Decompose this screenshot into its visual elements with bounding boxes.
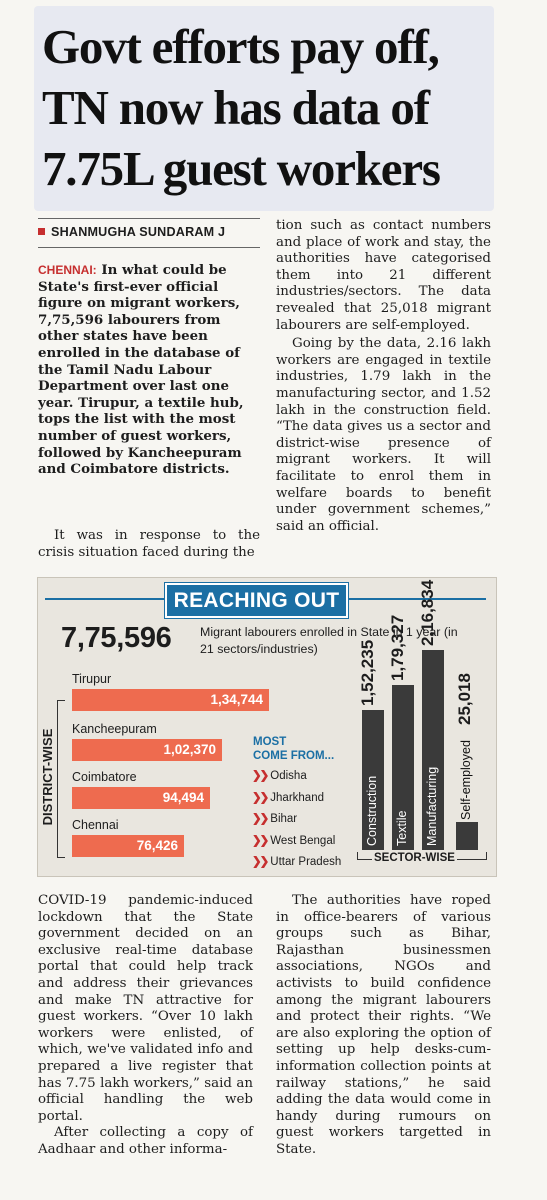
column-2-paragraph-1: tion such as contact numbers and place of work and stay, the authorities have categorised them into 21 different industries/sectors. The data revealed that 25,018 migrant labourers are self-employed. <box>276 218 491 333</box>
lead-paragraph <box>38 262 260 478</box>
dateline: CHENNAI: <box>38 263 97 277</box>
district-name: Coimbatore <box>72 770 137 784</box>
district-name: Chennai <box>72 818 119 832</box>
district-name: Kancheepuram <box>72 722 157 736</box>
sector-value: 1,52,235 <box>358 639 377 706</box>
bottom-column-1-paragraph-1: COVID-19 pandemic-induced lockdown that the State government decided on an exclusive real-time database portal that could help track and address their grievances and make TN attractive for guest workers. “Over 10 lakh workers were enlisted, of which, we've validated info and prepared a live register that has 7.75 lakh workers,” said an official handling the web portal. <box>38 893 253 1124</box>
column-2-text <box>276 218 491 535</box>
total-figure: 7,75,596 <box>61 622 172 654</box>
title-rule-left <box>45 598 165 600</box>
bottom-column-1-paragraph-2: After collecting a copy of Aadhaar and other informa- <box>38 1125 253 1157</box>
state-item <box>252 790 324 804</box>
sector-bracket-left <box>357 852 358 860</box>
district-bar: 1,34,744 <box>72 689 269 711</box>
sector-wise-label: SECTOR-WISE <box>374 852 455 864</box>
state-name: Uttar Pradesh <box>270 856 342 868</box>
most-come-from-heading <box>253 735 334 763</box>
sector-name: Self-employed <box>459 740 473 820</box>
bottom-column-1 <box>38 893 253 1159</box>
headline-line-2: TN now has data of <box>42 80 429 135</box>
double-chevron-icon: ❯❯ <box>252 856 268 868</box>
state-name: Odisha <box>270 770 307 782</box>
lead-text: In what could be State's first-ever official figure on migrant workers, 7,75,596 labourers from other states have been enrolled in the database of the Tamil Nadu Labour Department over last one year. Tirupur, a textile hub, tops the list with the most number of guest workers, followed by Kancheepuram and Coimbatore districts. <box>38 262 244 478</box>
column-2-paragraph-2: Going by the data, 2.16 lakh workers are engaged in textile industries, 1.79 lakh in the manufacturing sector, and 1.52 lakh in the construction field. “The data gives us a sector and district-wise presence of migrant workers. It will facilitate to enrol them in welfare boards to benefit under government schemes,” said an official. <box>276 336 491 534</box>
district-name: Tirupur <box>72 672 112 686</box>
state-item <box>252 854 341 868</box>
column-1-text <box>38 528 260 561</box>
sector-name: Manufacturing <box>425 766 439 846</box>
double-chevron-icon: ❯❯ <box>252 834 268 847</box>
district-bar: 1,02,370 <box>72 739 222 761</box>
double-chevron-icon: ❯❯ <box>252 770 268 782</box>
sector-value: 1,79,327 <box>388 614 407 681</box>
headline-line-1: Govt efforts pay off, <box>42 19 439 74</box>
district-bar: 76,426 <box>72 835 184 857</box>
sector-bar <box>456 822 478 850</box>
state-item <box>252 768 307 782</box>
headline-line-3: 7.75L guest workers <box>42 141 440 196</box>
column-1-paragraph: It was in response to the crisis situation faced during the <box>38 528 260 560</box>
double-chevron-icon: ❯❯ <box>252 813 268 825</box>
most-line-1: MOST <box>253 736 287 748</box>
byline <box>38 225 225 239</box>
double-chevron-icon: ❯❯ <box>252 791 268 804</box>
byline-marker-icon <box>38 228 45 235</box>
total-description: Migrant labourers enrolled in State in 1 year (in 21 sectors/industries) <box>200 625 458 656</box>
state-name: Bihar <box>270 813 298 825</box>
byline-rule-bottom <box>38 247 260 248</box>
state-name: Jharkhand <box>270 791 324 804</box>
state-name: West Bengal <box>270 834 336 847</box>
sector-value: 25,018 <box>455 673 474 725</box>
sector-value: 2,16,834 <box>418 579 437 646</box>
bottom-column-2 <box>276 893 491 1159</box>
district-bracket-line <box>57 700 58 858</box>
district-bracket-top <box>57 700 65 701</box>
byline-author: SHANMUGHA SUNDARAM J <box>51 225 226 239</box>
sector-bracket-right <box>486 852 487 860</box>
state-item <box>252 811 297 825</box>
title-rule-right <box>344 598 486 600</box>
headline <box>42 16 492 199</box>
most-line-2: COME FROM... <box>253 750 335 762</box>
district-bracket-bottom <box>57 857 65 858</box>
sector-name: Textile <box>395 810 409 846</box>
district-wise-label: DISTRICT-WISE <box>40 722 56 832</box>
byline-rule-top <box>38 218 260 219</box>
infographic-title: REACHING OUT <box>165 583 348 618</box>
bottom-column-2-paragraph-1: The authorities have roped in office-bearers of various groups such as Bihar, Rajasthan businessmen associations, NGOs and activists to build confidence among the migrant labourers and protect their rights. “We are also exploring the option of setting up help desks-cum-information collection points at railway stations,” he said adding the data would come in handy during rumours on guest workers targetted in State. <box>276 893 491 1157</box>
sector-name: Construction <box>365 775 379 846</box>
district-bar: 94,494 <box>72 787 210 809</box>
state-item <box>252 833 335 847</box>
